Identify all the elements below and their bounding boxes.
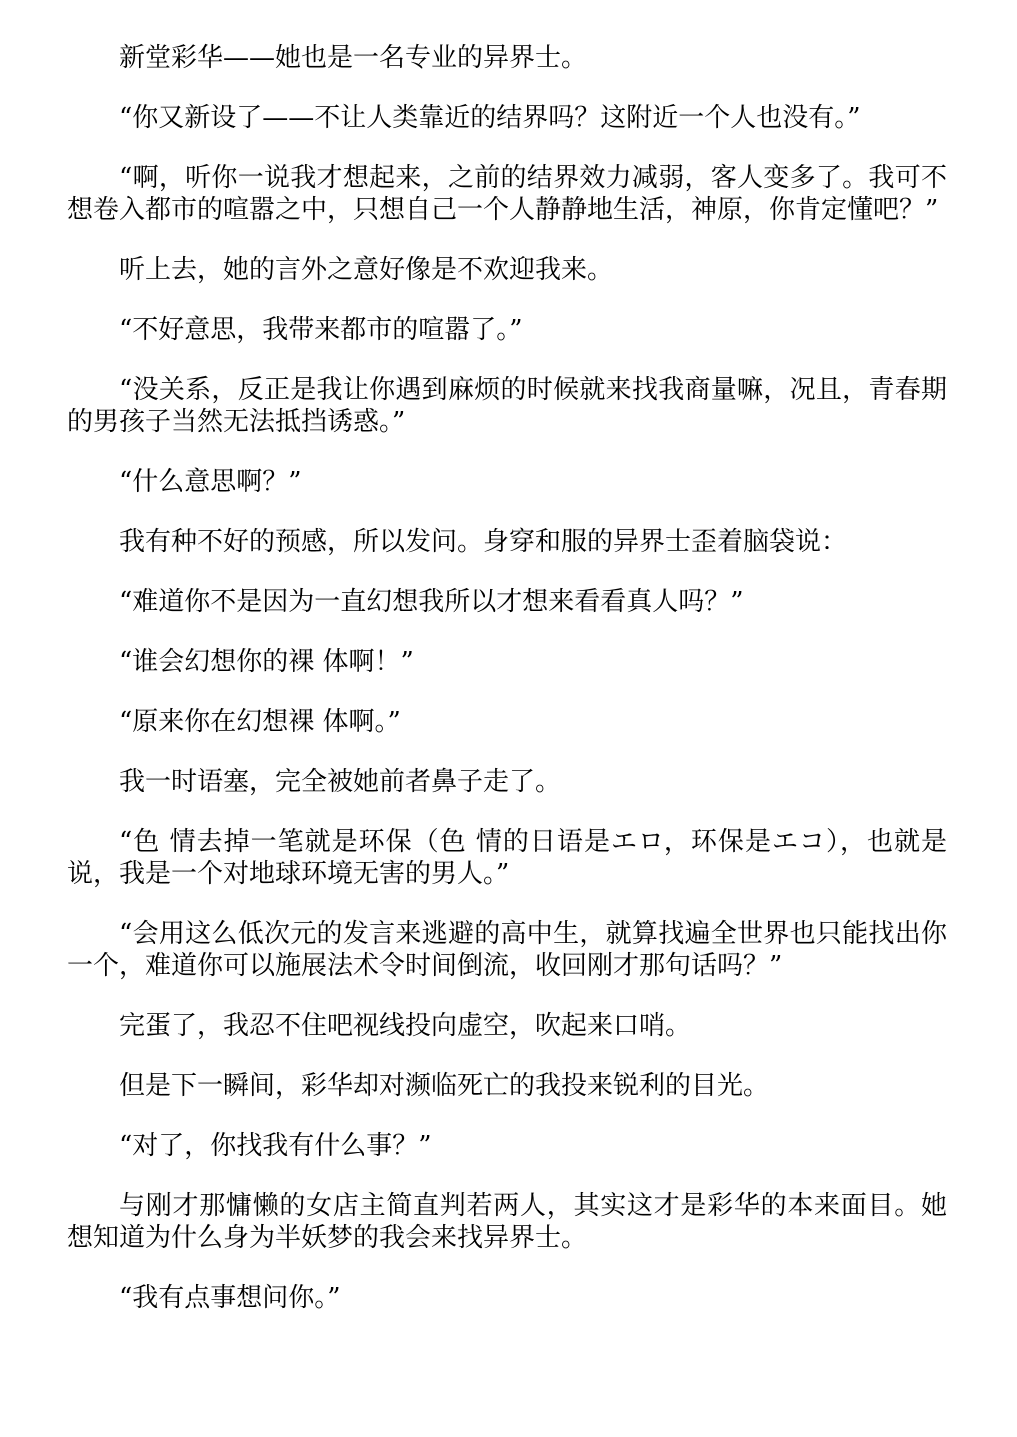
text-body <box>67 42 947 1342</box>
paragraph: “色 情去掉一笔就是环保（色 情的日语是エロ，环保是エコ），也就是说，我是一个对地球环境无害的男人。” <box>67 827 947 889</box>
paragraph: “没关系，反正是我让你遇到麻烦的时候就来找我商量嘛，况且，青春期的男孩子当然无法抵挡诱惑。” <box>67 375 947 437</box>
paragraph: 新堂彩华——她也是一名专业的异界士。 <box>119 43 588 73</box>
paragraph: 我有种不好的预感，所以发问。身穿和服的异界士歪着脑袋说： <box>119 527 848 557</box>
paragraph: 与刚才那慵懒的女店主简直判若两人，其实这才是彩华的本来面目。她想知道为什么身为半妖梦的我会来找异界士。 <box>67 1191 947 1253</box>
paragraph: “对了，你找我有什么事？” <box>119 1131 432 1161</box>
paragraph: 完蛋了，我忍不住吧视线投向虚空，吹起来口哨。 <box>119 1011 692 1041</box>
paragraph: “啊，听你一说我才想起来，之前的结界效力减弱，客人变多了。我可不想卷入都市的喧嚣之中，只想自己一个人静静地生活，神原，你肯定懂吧？” <box>67 163 947 225</box>
paragraph: 听上去，她的言外之意好像是不欢迎我来。 <box>119 255 614 285</box>
paragraph: “不好意思，我带来都市的喧嚣了。” <box>119 315 523 345</box>
paragraph: “谁会幻想你的裸 体啊！” <box>119 647 414 677</box>
paragraph: 我一时语塞，完全被她前者鼻子走了。 <box>119 767 562 797</box>
paragraph: “原来你在幻想裸 体啊。” <box>119 707 401 737</box>
paragraph: “什么意思啊？” <box>119 467 302 497</box>
paragraph: “难道你不是因为一直幻想我所以才想来看看真人吗？” <box>119 587 744 617</box>
paragraph: “我有点事想问你。” <box>119 1283 341 1313</box>
paragraph: “会用这么低次元的发言来逃避的高中生，就算找遍全世界也只能找出你一个，难道你可以施展法术令时间倒流，收回刚才那句话吗？” <box>67 919 947 981</box>
paragraph: 但是下一瞬间，彩华却对濒临死亡的我投来锐利的目光。 <box>119 1071 770 1101</box>
paragraph: “你又新设了——不让人类靠近的结界吗？这附近一个人也没有。” <box>119 103 861 133</box>
